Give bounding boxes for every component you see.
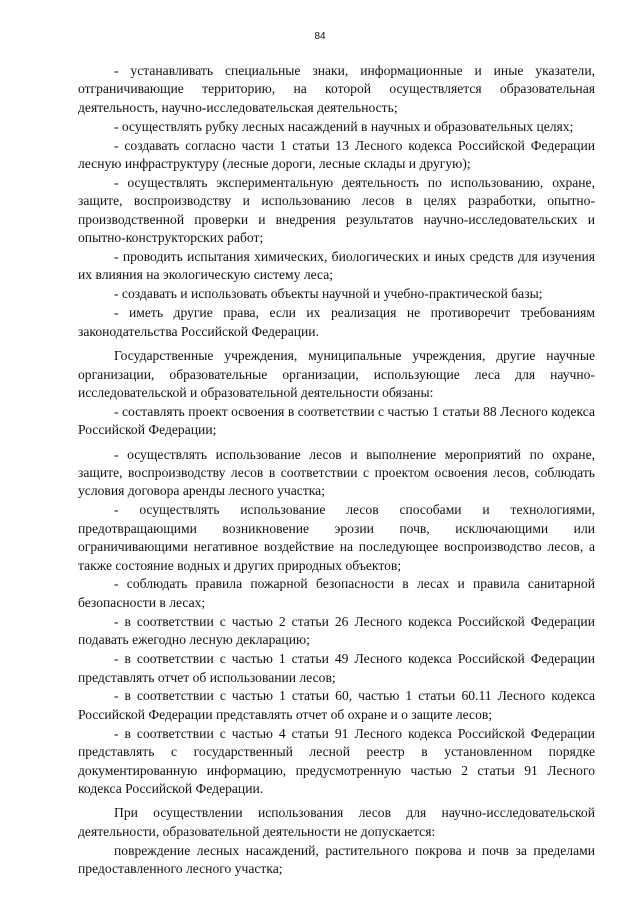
paragraph: - составлять проект освоения в соответствии с частью 1 статьи 88 Лесного кодекса Российской Федерации; xyxy=(78,403,595,438)
paragraph: - в соответствии с частью 2 статьи 26 Лесного кодекса Российской Федерации подавать ежегодно лесную декларацию; xyxy=(78,613,595,648)
paragraph: - устанавливать специальные знаки, информационные и иные указатели, отграничивающие территорию, на которой осуществляется образовательная деятельность, научно-исследовательская деятельность; xyxy=(78,63,595,115)
paragraph: - создавать и использовать объекты научной и учебно-практической базы; xyxy=(114,286,543,302)
paragraph: При осуществлении использования лесов для научно-исследовательской деятельности, образовательной деятельности не допускается: xyxy=(78,805,595,839)
paragraph: - осуществлять использование лесов и выполнение мероприятий по охране, защите, воспроизводству лесов в соответствии с проектом освоения лесов, соблюдать условия договора аренды лесного участка; xyxy=(78,446,595,499)
paragraph: - осуществлять использование лесов способами и технологиями, предотвращающими возникновение эрозии почв, исключающими или ограничивающими негативное воздействие на последующее воспроизводство лесов, а также состояние водных и других природных объектов; xyxy=(78,502,595,573)
paragraph: - создавать согласно части 1 статьи 13 Лесного кодекса Российской Федерации лесную инфраструктуру (лесные дороги, лесные склады и другую); xyxy=(78,137,595,172)
paragraph: - осуществлять рубку лесных насаждений в научных и образовательных целях; xyxy=(114,118,574,134)
paragraph: - соблюдать правила пожарной безопасности в лесах и правила санитарной безопасности в лесах; xyxy=(78,576,595,610)
paragraph: - в соответствии с частью 4 статьи 91 Лесного кодекса Российской Федерации представлять с государственный лесной реестр в установленном порядке документированную информацию, предусмотренную частью 2 статьи 91 Лесного кодекса Российской Федерации. xyxy=(78,725,595,796)
paragraph: повреждение лесных насаждений, растительного покрова и почв за пределами предоставленного лесного участка; xyxy=(78,842,595,877)
paragraph: Государственные учреждения, муниципальные учреждения, другие научные организации, образовательные организации, использующие леса для научно-исследовательской и образовательной деятельности обязаны: xyxy=(78,348,595,400)
body-text xyxy=(78,62,595,879)
paragraph: - осуществлять экспериментальную деятельность по использованию, охране, защите, воспроизводству и использованию лесов в целях разработки, опытно-производственной проверки и внедрения результатов научно-исследовательских и опытно-конструкторских работ; xyxy=(78,174,595,246)
paragraph: - иметь другие права, если их реализация не противоречит требованиям законодательства Российской Федерации. xyxy=(78,305,595,339)
page-number: 84 xyxy=(314,31,326,42)
paragraph: - в соответствии с частью 1 статьи 49 Лесного кодекса Российской Федерации представлять отчет об использовании лесов; xyxy=(78,651,595,685)
paragraph: - проводить испытания химических, биологических и иных средств для изучения их влияния на экологическую систему леса; xyxy=(78,249,595,283)
paragraph: - в соответствии с частью 1 статьи 60, частью 1 статьи 60.11 Лесного кодекса Российской Федерации представлять отчет об охране и о защите лесов; xyxy=(78,688,595,722)
